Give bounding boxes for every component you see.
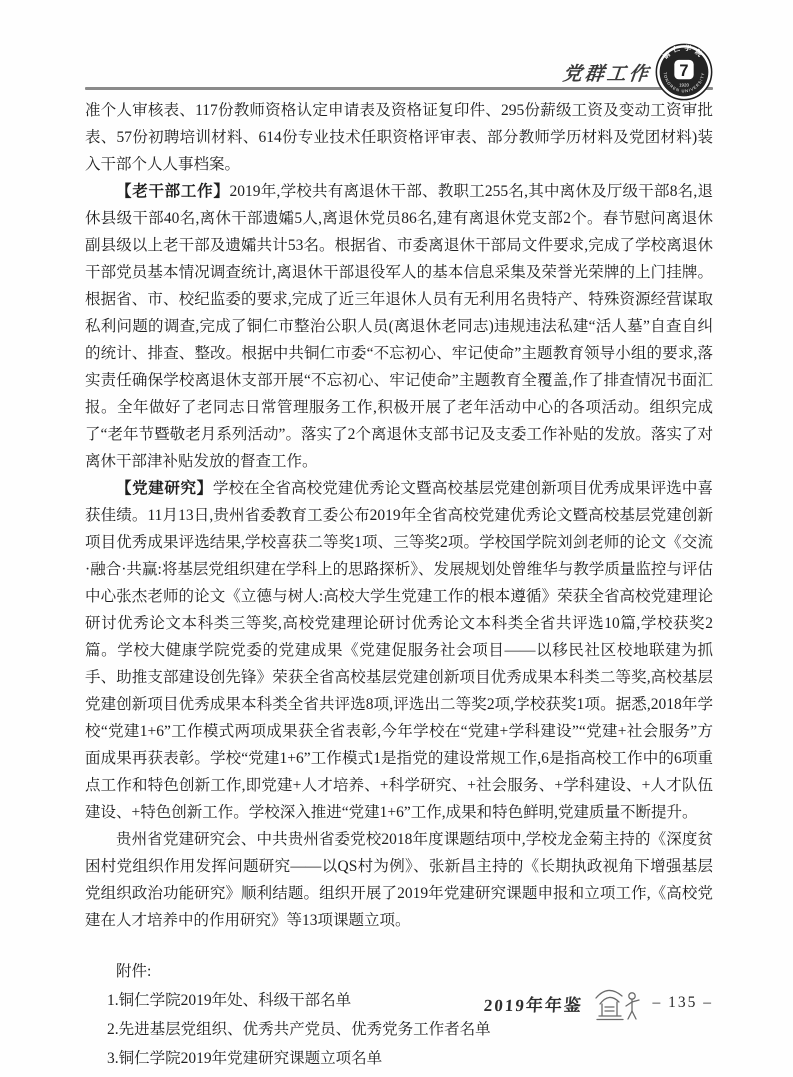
paragraph-text: 贵州省党建研究会、中共贵州省委党校2018年度课题结项中,学校龙金菊主持的《深度贫困村党组织作用发挥问题研究——以QS村为例》、张新昌主持的《长期执政视角下增强基层党组织政治功能研究》顺利结题。组织开展了2019年党建研究课题申报和立项工作,《高校党建在人才培养中的作用研究》等13项课题立项。 <box>85 831 713 929</box>
attachment-item: 2.先进基层党组织、优秀共产党员、优秀党务工作者名单 <box>107 1021 491 1038</box>
paragraph <box>85 97 713 178</box>
seal-center-glyph: 7 <box>679 61 689 80</box>
seal-bottom-text: TONGREN UNIVERSITY <box>662 71 706 94</box>
paragraph <box>85 475 713 826</box>
attachment-item: 3.铜仁学院2019年党建研究课题立项名单 <box>107 1050 383 1067</box>
page-body <box>85 97 713 1073</box>
attachment-item: 1.铜仁学院2019年处、科级干部名单 <box>107 992 352 1009</box>
paragraph-label: 【老干部工作】 <box>116 183 230 200</box>
page-footer <box>484 983 714 1023</box>
seal-top-text: 铜仁学院 <box>662 44 706 61</box>
paragraph-text: 学校在全省高校党建优秀论文暨高校基层党建创新项目优秀成果评选中喜获佳绩。11月13日,贵州省委教育工委公布2019年全省高校党建优秀论文暨高校基层党建创新项目优秀成果评选结果,学校喜获二等奖1项、三等奖2项。学校国学院刘剑老师的论文《交流·融合·共赢:将基层党组织建在学科上的思路探析》、发展规划处曾维华与教学质量监控与评估中心张杰老师的论文《立德与树人:高校大学生党建工作的根本遵循》荣获全省高校党建理论研讨优秀论文本科类三等奖,高校党建理论研讨优秀论文本科类全省共评选10篇,学校获奖2篇。学校大健康学院党委的党建成果《党建促服务社会项目——以移民社区校地联建为抓手、助推支部建设创先锋》荣获全省高校基层党建创新项目优秀成果本科类二等奖,高校基层党建创新项目优秀成果本科类全省共评选8项,评选出二等奖2项,学校获奖1项。据悉,2018年学校“党建1+6”工作模式两项成果获全省表彰,今年学校在“党建+学科建设”“党建+社会服务”方面成果再获表彰。学校“党建1+6”工作模式1是指党的建设常规工作,6是指高校工作中的6项重点工作和特色创新工作,即党建+人才培养、+科学研究、+社会服务、+学科建设、+人才队伍建设、+特色创新工作。学校深入推进“党建1+6”工作,成果和特色鲜明,党建质量不断提升。 <box>85 480 713 821</box>
paragraph-label: 【党建研究】 <box>116 480 213 497</box>
section-title: 党群工作 <box>561 64 652 85</box>
paragraph <box>85 178 713 475</box>
paragraph-text: 准个人审核表、117份教师资格认定申请表及资格证复印件、295份薪级工资及变动工资审批表、57份初聘培训材料、614份专业技术任职资格评审表、部分教师学历材料及党团材料)装入干部个人人事档案。 <box>85 102 713 173</box>
header-rule <box>85 87 713 90</box>
paragraph-text: 2019年,学校共有离退休干部、教职工255名,其中离休及厅级干部8名,退休县级干部40名,离休干部遗孀5人,离退休党员86名,建有离退休党支部2个。春节慰问离退休副县级以上老干部及遗孀共计53名。根据省、市委离退休干部局文件要求,完成了学校离退休干部党员基本情况调查统计,离退休干部退役军人的基本信息采集及荣誉光荣牌的上门挂牌。根据省、市、校纪监委的要求,完成了近三年退休人员有无利用名贵特产、特殊资源经营谋取私利问题的调查,完成了铜仁市整治公职人员(离退休老同志)违规违法私建“活人墓”自查自纠的统计、排查、整改。根据中共铜仁市委“不忘初心、牢记使命”主题教育领导小组的要求,落实责任确保学校离退休支部开展“不忘初心、牢记使命”主题教育全覆盖,作了排查情况书面汇报。全年做好了老同志日常管理服务工作,积极开展了老年活动中心的各项活动。组织完成了“老年节暨敬老月系列活动”。落实了2个离退休支部书记及支委工作补贴的发放。落实了对离休干部津补贴发放的督查工作。 <box>85 183 713 470</box>
page-number: – 135 – <box>652 994 713 1011</box>
attachment-label: 附件: <box>116 963 152 980</box>
university-seal-icon <box>655 43 713 101</box>
paragraph <box>85 826 713 934</box>
yearbook-title: 2019年年鉴 <box>482 995 584 1015</box>
seal-year: 1920 <box>679 82 689 88</box>
yearbook-logo-icon <box>593 983 643 1023</box>
